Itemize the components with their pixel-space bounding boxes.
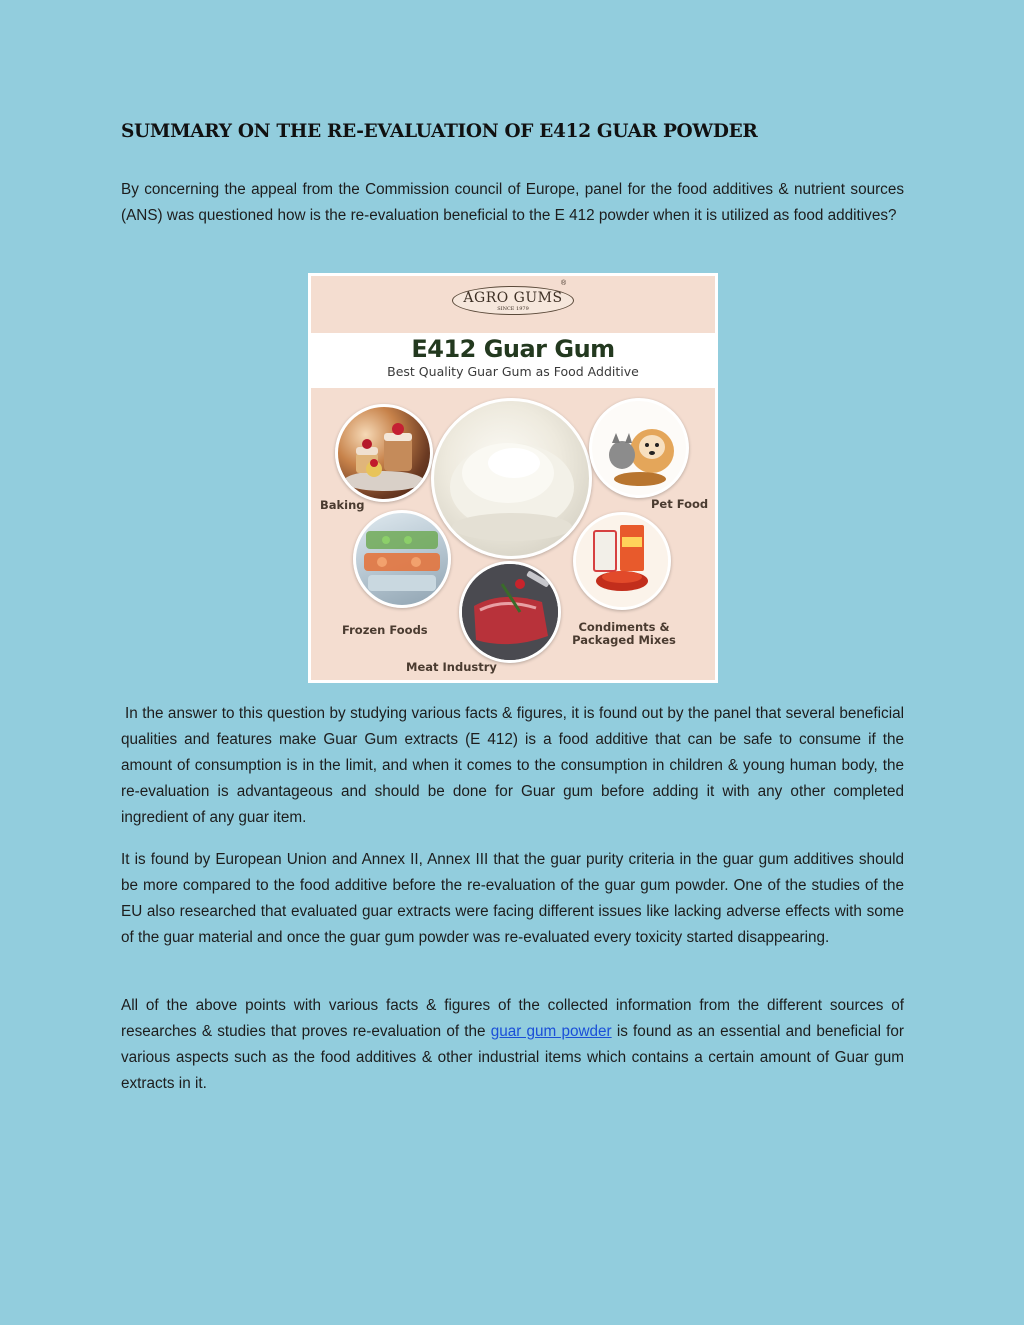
conclusion-text-after: is found as an essential and beneficial for various aspects such as the food additives & other industrial items which contains a certain amount of Guar gum extracts in it.: [121, 1023, 905, 1092]
conclusion-paragraph: [121, 993, 904, 1097]
guar-powder-image: [431, 398, 592, 559]
frozen-foods-label: Frozen Foods: [342, 623, 428, 637]
meat-icon: [462, 564, 558, 660]
logo-oval: [452, 286, 573, 315]
intro-paragraph: By concerning the appeal from the Commission council of Europe, panel for the food additives & nutrient sources (ANS) was questioned how is the re-evaluation beneficial to the E 412 powder when it is utilized as food additives?: [121, 181, 904, 224]
condiments-label-line2: Packaged Mixes: [572, 633, 676, 647]
guar-gum-infographic: [308, 273, 718, 683]
pets-icon: [592, 401, 686, 495]
infographic-panel: [311, 276, 715, 680]
meat-industry-image: [459, 561, 561, 663]
registered-mark: ®: [561, 280, 567, 287]
condiments-image: [573, 512, 671, 610]
baking-image: [335, 404, 433, 502]
conclusion-text-before: All of the above points with various facts & figures of the collected information from the different sources of researches & studies that proves re-evaluation of the: [121, 997, 904, 1040]
frozen-foods-image: [353, 510, 451, 608]
logo-since: SINCE 1979: [497, 306, 529, 312]
guar-gum-powder-link[interactable]: guar gum powder: [490, 1023, 612, 1040]
answer-paragraph: In the answer to this question by studying various facts & figures, it is found out by the panel that several beneficial qualities and features make Guar Gum extracts (E 412) is a food additive that can be safe to consume if the amount of consumption is in the limit, and when it comes to the consumption in children & young human body, the re-evaluation is advantageous and should be done for Guar gum before adding it with any other completed ingredient of any guar item.: [121, 705, 904, 826]
powder-pile-icon: [434, 401, 589, 556]
annex-paragraph: It is found by European Union and Annex II, Annex III that the guar purity criteria in the guar gum additives should be more compared to the food additive before the re-evaluation of the guar gum powder. One of the studies of the EU also researched that evaluated guar extracts were facing different issues like lacking adverse effects with some of the guar material and once the guar gum powder was re-evaluated every toxicity started disappearing.: [121, 851, 904, 946]
spices-icon: [576, 515, 668, 607]
pet-food-image: [589, 398, 689, 498]
baking-label: Baking: [320, 498, 365, 512]
agro-gums-logo: [311, 286, 715, 315]
pet-food-label: Pet Food: [651, 497, 709, 511]
meat-industry-label: Meat Industry: [406, 660, 497, 674]
infographic-banner: [311, 333, 715, 388]
infographic-subtitle: Best Quality Guar Gum as Food Additive: [387, 364, 639, 379]
condiments-label: [569, 621, 679, 647]
condiments-label-line1: Condiments &: [578, 620, 670, 634]
logo-text: AGRO GUMS: [463, 290, 563, 306]
cake-icon: [338, 407, 430, 499]
infographic-title: E412 Guar Gum: [411, 335, 615, 363]
document-title: SUMMARY ON THE RE-EVALUATION OF E412 GUAR POWDER: [121, 121, 758, 142]
frozen-bags-icon: [356, 513, 448, 605]
